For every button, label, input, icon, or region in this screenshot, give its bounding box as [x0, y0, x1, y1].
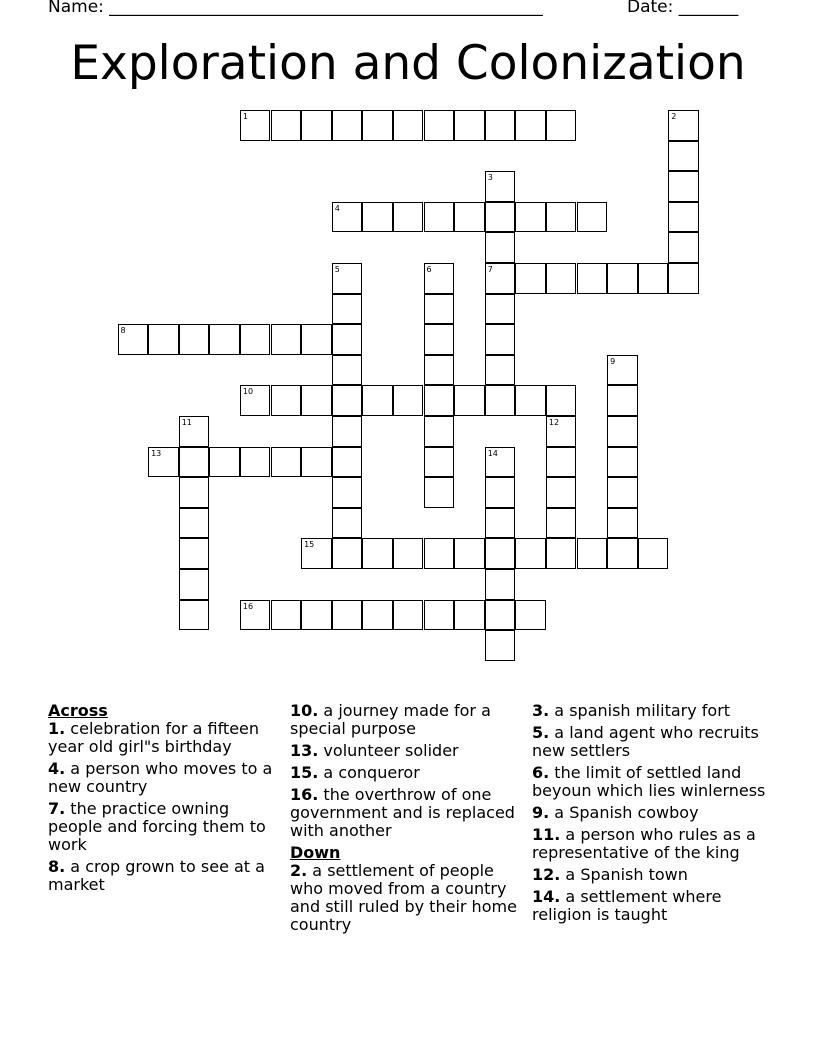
- grid-cell[interactable]: [424, 477, 455, 508]
- grid-cell[interactable]: [271, 447, 302, 478]
- grid-cell[interactable]: [668, 232, 699, 263]
- clue-item: [532, 804, 772, 822]
- grid-cell[interactable]: [271, 110, 302, 141]
- grid-cell[interactable]: [179, 508, 210, 539]
- grid-cell[interactable]: [577, 538, 608, 569]
- grid-cell[interactable]: [301, 447, 332, 478]
- clue-item-text: a journey made for a special purpose: [290, 701, 491, 738]
- clue-item-text: the limit of settled land beyoun which lies winlerness: [532, 763, 766, 800]
- grid-cell[interactable]: [393, 110, 424, 141]
- grid-cell[interactable]: [546, 263, 577, 294]
- grid-cell[interactable]: [424, 202, 455, 233]
- clue-item: [290, 786, 528, 840]
- grid-cell[interactable]: [362, 202, 393, 233]
- clue-item-number: 14.: [532, 887, 561, 906]
- clue-number: 6: [426, 265, 432, 274]
- grid-cell[interactable]: [485, 110, 516, 141]
- grid-cell[interactable]: [485, 600, 516, 631]
- grid-cell[interactable]: [485, 569, 516, 600]
- grid-cell[interactable]: [485, 355, 516, 386]
- clue-item: [290, 862, 528, 934]
- grid-cell[interactable]: [424, 294, 455, 325]
- across-heading: Across: [48, 701, 108, 720]
- clue-item: [290, 742, 528, 760]
- clue-item: [532, 866, 772, 884]
- clue-number: 12: [548, 418, 560, 427]
- grid-cell[interactable]: [607, 477, 638, 508]
- clue-item-text: the practice owning people and forcing them to work: [48, 799, 266, 854]
- grid-cell[interactable]: [607, 416, 638, 447]
- clue-item: [290, 702, 528, 738]
- clue-item-text: a crop grown to see at a market: [48, 857, 265, 894]
- clue-number: 15: [304, 540, 315, 550]
- grid-cell[interactable]: [485, 385, 516, 416]
- grid-cell[interactable]: [332, 110, 363, 141]
- name-line: Name: ___________________________________________________: [48, 0, 543, 17]
- grid-cell[interactable]: [607, 385, 638, 416]
- clue-item: [532, 888, 772, 924]
- grid-cell[interactable]: [485, 447, 516, 478]
- grid-cell[interactable]: [454, 110, 485, 141]
- grid-cell[interactable]: [546, 447, 577, 478]
- grid-cell[interactable]: [577, 263, 608, 294]
- grid-cell[interactable]: [668, 263, 699, 294]
- clue-item: [290, 764, 528, 782]
- clue-item-text: volunteer solider: [318, 741, 459, 760]
- grid-cell[interactable]: [546, 416, 577, 447]
- grid-cell[interactable]: [362, 538, 393, 569]
- grid-cell[interactable]: [179, 477, 210, 508]
- clue-number: 13: [151, 448, 162, 458]
- grid-cell[interactable]: [668, 110, 699, 141]
- clue-item-number: 10.: [290, 701, 319, 720]
- clue-item-number: 4.: [48, 759, 66, 778]
- clue-number: 9: [610, 356, 616, 366]
- grid-cell[interactable]: [240, 447, 271, 478]
- clue-item-number: 16.: [290, 785, 319, 804]
- grid-cell[interactable]: [424, 416, 455, 447]
- grid-cell[interactable]: [424, 447, 455, 478]
- grid-cell[interactable]: [179, 416, 210, 447]
- grid-cell[interactable]: [607, 447, 638, 478]
- clue-item-text: a spanish military fort: [549, 701, 731, 720]
- grid-cell[interactable]: [515, 538, 546, 569]
- clue-item: [48, 720, 286, 756]
- grid-cell[interactable]: [301, 600, 332, 631]
- grid-cell[interactable]: [515, 110, 546, 141]
- clue-item-number: 3.: [532, 701, 550, 720]
- grid-cell[interactable]: [424, 355, 455, 386]
- grid-cell[interactable]: [362, 110, 393, 141]
- clue-item-text: the overthrow of one government and is replaced with another: [290, 785, 515, 840]
- clue-item-number: 11.: [532, 825, 561, 844]
- clue-item-text: a Spanish town: [560, 865, 688, 884]
- grid-cell[interactable]: [485, 232, 516, 263]
- clue-number: 2: [671, 112, 677, 121]
- grid-cell[interactable]: [332, 600, 363, 631]
- clue-item-text: a conqueror: [318, 763, 420, 782]
- clue-number: 5: [334, 265, 340, 274]
- clues-column-3: [532, 702, 772, 928]
- clue-item: [48, 800, 286, 854]
- grid-cell[interactable]: [424, 263, 455, 294]
- grid-cell[interactable]: [148, 324, 179, 355]
- clue-number: 1: [242, 112, 248, 121]
- clue-item-number: 9.: [532, 803, 550, 822]
- clue-item-text: celebration for a fifteen year old girl"s birthday: [48, 719, 260, 756]
- grid-cell[interactable]: [668, 171, 699, 202]
- grid-cell[interactable]: [607, 508, 638, 539]
- grid-cell[interactable]: [638, 538, 669, 569]
- grid-cell[interactable]: [332, 294, 363, 325]
- grid-cell[interactable]: [332, 202, 363, 233]
- clue-number: 16: [242, 601, 254, 611]
- clue-item-number: 1.: [48, 719, 66, 738]
- grid-cell[interactable]: [271, 385, 302, 416]
- clue-item-text: a person who moves to a new country: [48, 759, 273, 796]
- clue-item-text: a settlement of people who moved from a country and still ruled by their home country: [290, 861, 517, 934]
- grid-cell[interactable]: [240, 385, 271, 416]
- grid-cell[interactable]: [424, 538, 455, 569]
- clue-item-number: 8.: [48, 857, 66, 876]
- grid-cell[interactable]: [485, 508, 516, 539]
- grid-cell[interactable]: [209, 324, 240, 355]
- grid-cell[interactable]: [332, 385, 363, 416]
- grid-cell[interactable]: [546, 477, 577, 508]
- clue-item: [48, 760, 286, 796]
- grid-cell[interactable]: [668, 202, 699, 233]
- clue-number: 10: [242, 387, 254, 397]
- grid-cell[interactable]: [362, 600, 393, 631]
- grid-cell[interactable]: [546, 385, 577, 416]
- grid-cell[interactable]: [118, 324, 149, 355]
- grid-cell[interactable]: [179, 324, 210, 355]
- clue-item-number: 13.: [290, 741, 319, 760]
- grid-cell[interactable]: [577, 202, 608, 233]
- clue-item: [532, 764, 772, 800]
- date-line: Date: _______: [627, 0, 739, 17]
- clue-item: [532, 702, 772, 720]
- grid-cell[interactable]: [515, 202, 546, 233]
- grid-cell[interactable]: [546, 538, 577, 569]
- clue-number: 7: [487, 265, 493, 274]
- grid-cell[interactable]: [332, 324, 363, 355]
- grid-cell[interactable]: [271, 324, 302, 355]
- grid-cell[interactable]: [546, 508, 577, 539]
- grid-cell[interactable]: [424, 385, 455, 416]
- grid-cell[interactable]: [332, 355, 363, 386]
- grid-cell[interactable]: [485, 171, 516, 202]
- grid-cell[interactable]: [485, 538, 516, 569]
- grid-cell[interactable]: [271, 600, 302, 631]
- grid-cell[interactable]: [301, 324, 332, 355]
- grid-cell[interactable]: [148, 447, 179, 478]
- grid-cell[interactable]: [515, 263, 546, 294]
- clue-number: 8: [120, 326, 126, 336]
- grid-cell[interactable]: [485, 294, 516, 325]
- grid-cell[interactable]: [362, 385, 393, 416]
- clue-item-number: 12.: [532, 865, 561, 884]
- grid-cell[interactable]: [485, 263, 516, 294]
- clues-column-1: [48, 702, 286, 898]
- grid-cell[interactable]: [424, 324, 455, 355]
- grid-cell[interactable]: [179, 600, 210, 631]
- clue-item: [48, 858, 286, 894]
- grid-cell[interactable]: [607, 538, 638, 569]
- clue-item: [532, 826, 772, 862]
- grid-cell[interactable]: [393, 600, 424, 631]
- grid-cell[interactable]: [393, 385, 424, 416]
- grid-cell[interactable]: [332, 263, 363, 294]
- grid-cell[interactable]: [546, 110, 577, 141]
- grid-cell[interactable]: [515, 600, 546, 631]
- grid-cell[interactable]: [424, 600, 455, 631]
- grid-cell[interactable]: [393, 538, 424, 569]
- grid-cell[interactable]: [209, 447, 240, 478]
- grid-cell[interactable]: [332, 508, 363, 539]
- clue-item-number: 5.: [532, 723, 550, 742]
- grid-cell[interactable]: [454, 385, 485, 416]
- clue-item-number: 15.: [290, 763, 319, 782]
- grid-cell[interactable]: [393, 202, 424, 233]
- clue-item-text: a settlement where religion is taught: [532, 887, 722, 924]
- grid-cell[interactable]: [332, 538, 363, 569]
- grid-cell[interactable]: [301, 110, 332, 141]
- grid-cell[interactable]: [485, 477, 516, 508]
- grid-cell[interactable]: [454, 538, 485, 569]
- grid-cell[interactable]: [607, 355, 638, 386]
- clues-column-2: [290, 702, 528, 938]
- grid-cell[interactable]: [179, 538, 210, 569]
- page-title: Exploration and Colonization: [70, 36, 746, 91]
- grid-cell[interactable]: [240, 324, 271, 355]
- grid-cell[interactable]: [546, 202, 577, 233]
- clue-item-text: a land agent who recruits new settlers: [532, 723, 759, 760]
- clue-item-number: 6.: [532, 763, 550, 782]
- grid-cell[interactable]: [515, 385, 546, 416]
- grid-cell[interactable]: [240, 110, 271, 141]
- grid-cell[interactable]: [332, 477, 363, 508]
- grid-cell[interactable]: [179, 447, 210, 478]
- clue-number: 4: [334, 203, 340, 213]
- down-heading: Down: [290, 843, 341, 862]
- grid-cell[interactable]: [454, 600, 485, 631]
- grid-cell[interactable]: [332, 447, 363, 478]
- clue-item-text: a Spanish cowboy: [549, 803, 699, 822]
- grid-cell[interactable]: [607, 263, 638, 294]
- grid-cell[interactable]: [485, 202, 516, 233]
- grid-cell[interactable]: [332, 416, 363, 447]
- grid-cell[interactable]: [485, 630, 516, 661]
- grid-cell[interactable]: [485, 324, 516, 355]
- grid-cell[interactable]: [424, 110, 455, 141]
- clue-item: [532, 724, 772, 760]
- clue-number: 3: [487, 173, 493, 183]
- grid-cell[interactable]: [454, 202, 485, 233]
- grid-cell[interactable]: [301, 538, 332, 569]
- grid-cell[interactable]: [179, 569, 210, 600]
- clue-number: 14: [487, 448, 498, 458]
- clue-item-text: a person who rules as a representative of the king: [532, 825, 756, 862]
- grid-cell[interactable]: [301, 385, 332, 416]
- clue-item-number: 7.: [48, 799, 66, 818]
- grid-cell[interactable]: [638, 263, 669, 294]
- clue-item-number: 2.: [290, 861, 308, 880]
- grid-cell[interactable]: [240, 600, 271, 631]
- clue-number: 11: [181, 418, 192, 427]
- grid-cell[interactable]: [668, 141, 699, 172]
